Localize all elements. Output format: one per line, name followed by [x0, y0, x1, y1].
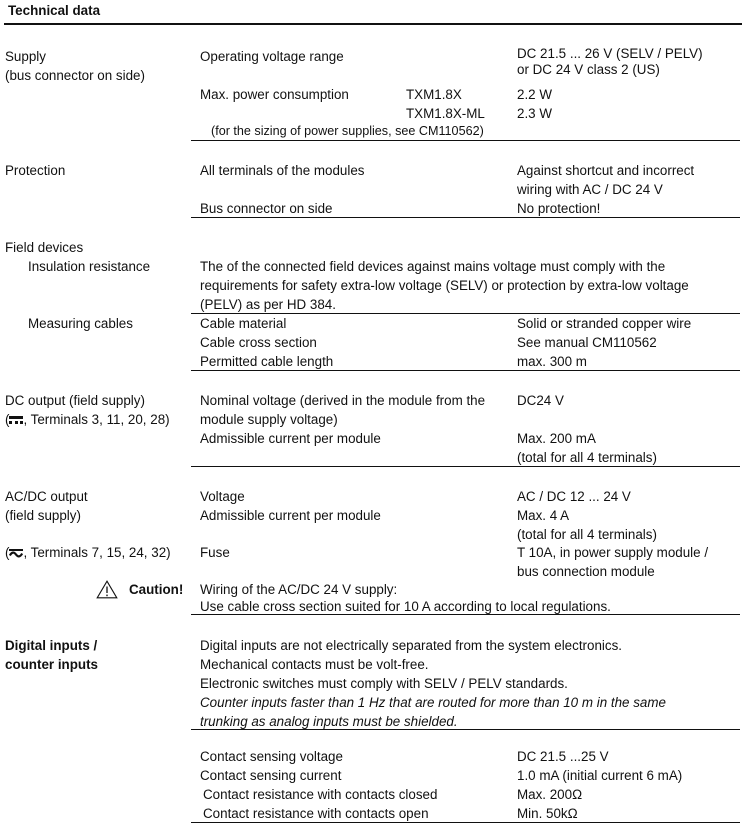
param-label: Cable cross section	[200, 335, 317, 350]
description-text: (PELV) as per HD 384.	[200, 297, 336, 312]
section-label: counter inputs	[5, 657, 98, 672]
description-text: requirements for safety extra-low voltage (SELV) or protection by extra-low voltage	[200, 278, 689, 293]
section-sublabel: (field supply)	[5, 508, 81, 523]
row-divider	[191, 729, 740, 730]
param-value: AC / DC 12 ... 24 V	[517, 489, 631, 504]
section-label: Supply	[5, 49, 46, 64]
param-value: Max. 4 A	[517, 508, 570, 523]
param-value: DC 21.5 ... 26 V (SELV / PELV)	[517, 46, 703, 61]
warning-triangle-icon	[96, 580, 118, 599]
italic-note: Counter inputs faster than 1 Hz that are routed for more than 10 m in the same	[200, 695, 666, 710]
subsection-label: Insulation resistance	[28, 259, 151, 274]
section-label: Digital inputs /	[5, 638, 98, 653]
param-label: Voltage	[200, 489, 245, 504]
param-label: Cable material	[200, 316, 287, 331]
ac-dc-symbol-icon	[9, 548, 23, 558]
section-divider	[191, 466, 740, 467]
caution-label: Caution!	[129, 582, 184, 597]
param-label: Bus connector on side	[200, 201, 333, 216]
model-label: TXM1.8X-ML	[406, 106, 485, 121]
description-text: The of the connected field devices against mains voltage must comply with the	[200, 259, 666, 274]
dc-symbol-icon	[9, 415, 23, 425]
caution-text: Wiring of the AC/DC 24 V supply:	[200, 582, 398, 597]
param-label: Admissible current per module	[200, 508, 381, 523]
param-value: Against shortcut and incorrect	[517, 163, 695, 178]
terminals-label	[5, 543, 171, 562]
param-label: Contact sensing voltage	[200, 749, 343, 764]
param-label: Nominal voltage (derived in the module from the	[200, 393, 486, 408]
caution-text: Use cable cross section suited for 10 A according to local regulations.	[200, 599, 611, 614]
section-label: AC/DC output	[5, 489, 88, 504]
param-label: Operating voltage range	[200, 49, 344, 64]
param-label: Contact resistance with contacts open	[203, 806, 429, 821]
param-value: Max. 200 mA	[517, 431, 596, 446]
param-value: No protection!	[517, 201, 601, 216]
section-divider	[191, 140, 740, 141]
note-text: Electronic switches must comply with SELV / PELV standards.	[200, 676, 568, 691]
section-divider	[191, 822, 740, 823]
param-label: Contact sensing current	[200, 768, 342, 783]
section-sublabel	[5, 410, 170, 429]
param-value: (total for all 4 terminals)	[517, 527, 657, 542]
note-text: Mechanical contacts must be volt-free.	[200, 657, 429, 672]
param-value: bus connection module	[517, 564, 655, 579]
param-value: 2.2 W	[517, 87, 552, 102]
param-value: 1.0 mA (initial current 6 mA)	[517, 768, 683, 783]
section-divider	[191, 370, 740, 371]
section-label: DC output (field supply)	[5, 393, 145, 408]
page-title: Technical data	[8, 3, 101, 18]
param-value: T 10A, in power supply module /	[517, 545, 709, 560]
subsection-label: Measuring cables	[28, 316, 133, 331]
param-value: (total for all 4 terminals)	[517, 450, 657, 465]
param-value: Solid or stranded copper wire	[517, 316, 692, 331]
param-value: or DC 24 V class 2 (US)	[517, 62, 660, 77]
terminals-text: , Terminals 7, 15, 24, 32)	[23, 545, 171, 560]
param-value: Min. 50kΩ	[517, 806, 578, 821]
paren-open: (	[5, 412, 10, 427]
param-label: Admissible current per module	[200, 431, 381, 446]
param-label: Fuse	[200, 545, 230, 560]
param-value: DC24 V	[517, 393, 564, 408]
param-value: See manual CM110562	[517, 335, 657, 350]
section-divider	[191, 217, 740, 218]
italic-note: trunking as analog inputs must be shielded.	[200, 714, 458, 729]
param-value: Max. 200Ω	[517, 787, 583, 802]
section-label: Protection	[5, 163, 66, 178]
param-label: All terminals of the modules	[200, 163, 365, 178]
section-sublabel: (bus connector on side)	[5, 68, 145, 83]
param-value: max. 300 m	[517, 354, 587, 369]
section-label: Field devices	[5, 240, 84, 255]
param-value: wiring with AC / DC 24 V	[517, 182, 663, 197]
param-label: Permitted cable length	[200, 354, 334, 369]
param-label: Max. power consumption	[200, 87, 349, 102]
note-text: Digital inputs are not electrically separated from the system electronics.	[200, 638, 622, 653]
param-label: module supply voltage)	[200, 412, 338, 427]
terminals-text: , Terminals 3, 11, 20, 28)	[23, 412, 170, 427]
param-value: 2.3 W	[517, 106, 552, 121]
param-value: DC 21.5 ...25 V	[517, 749, 609, 764]
section-divider	[191, 614, 740, 615]
model-label: TXM1.8X	[406, 87, 462, 102]
footnote: (for the sizing of power supplies, see CM110562)	[211, 124, 484, 138]
param-label: Contact resistance with contacts closed	[203, 787, 438, 802]
header-divider	[4, 23, 742, 25]
paren-open: (	[5, 545, 10, 560]
